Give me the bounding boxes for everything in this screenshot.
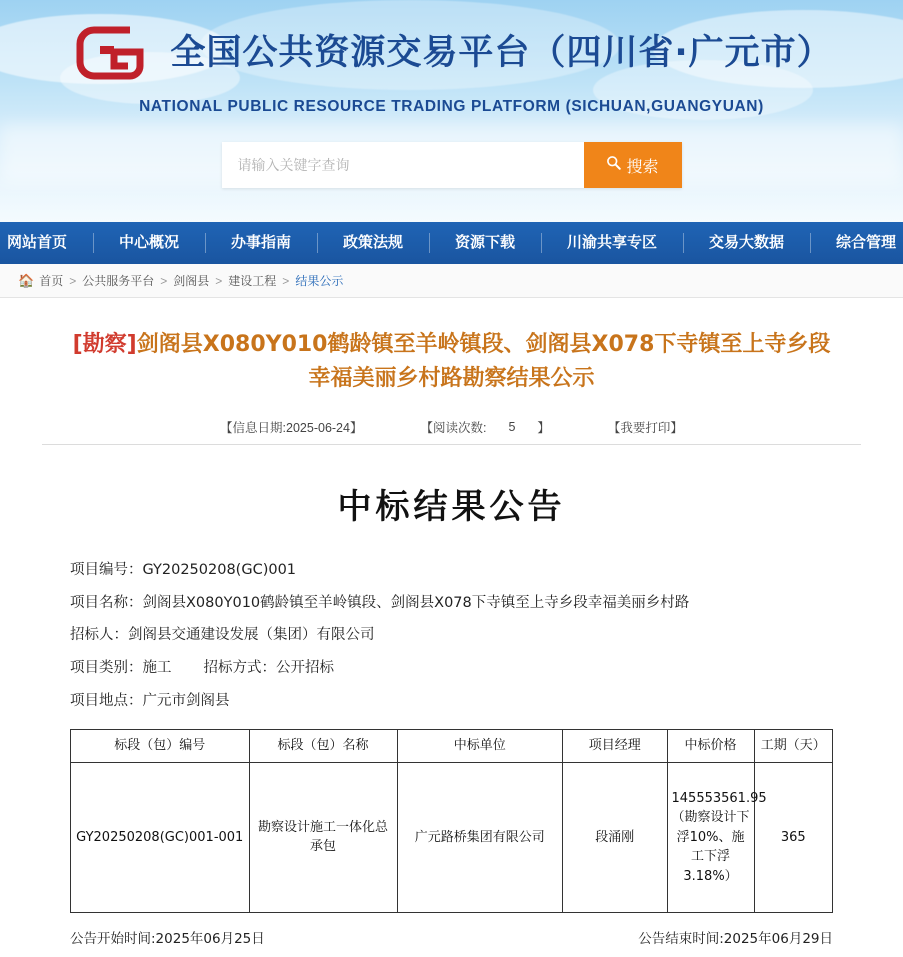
meta-date: 【信息日期:2025-06-24】 [220, 421, 363, 436]
site-subtitle: NATIONAL PUBLIC RESOURCE TRADING PLATFORM (SICHUAN,GUANGYUAN) [139, 98, 764, 115]
bid-result-table [70, 729, 833, 913]
field-value: 剑阁县X080Y010鹤龄镇至羊岭镇段、剑阁县X078下寺镇至上寺乡段幸福美丽乡村路 [142, 594, 690, 611]
field-value: GY20250208(GC)001 [142, 562, 297, 579]
cell-manager: 段涌刚 [563, 762, 668, 912]
breadcrumb-current[interactable]: 结果公示 [295, 274, 344, 288]
field-label: 项目编号： [70, 562, 143, 579]
field-value: 剑阁县交通建设发展（集团）有限公司 [128, 627, 375, 644]
search-button[interactable] [584, 142, 682, 188]
field-label-secondary: 招标方式： [203, 660, 276, 677]
nav-item-overview[interactable]: 中心概况 [93, 222, 205, 264]
field-project-code [70, 554, 833, 587]
field-label: 项目地点： [70, 692, 143, 709]
cell-duration: 365 [754, 762, 832, 912]
print-button[interactable]: 【我要打印】 [607, 421, 683, 436]
breadcrumb-item-platform[interactable]: 公共服务平台 [82, 274, 155, 288]
breadcrumb-separator: > [69, 273, 77, 288]
article-meta [42, 418, 861, 445]
meta-views-label: 【阅读次数: [420, 421, 487, 436]
project-fields [24, 554, 879, 717]
main-navigation [0, 222, 903, 264]
search-input[interactable] [222, 142, 584, 188]
field-location [70, 685, 833, 718]
nav-list [0, 222, 903, 264]
announcement-dates [70, 927, 833, 947]
nav-item-big-data[interactable]: 交易大数据 [683, 222, 810, 264]
meta-views-end: 】 [537, 421, 550, 436]
field-label: 项目类别： [70, 660, 143, 677]
page-title-text: 剑阁县X080Y010鹤龄镇至羊岭镇段、剑阁县X078下寺镇至上寺乡段幸福美丽乡村路勘察结果公示 [136, 332, 831, 392]
nav-item-home[interactable]: 网站首页 [6, 234, 67, 251]
search-icon [606, 155, 621, 175]
page-title [24, 298, 879, 396]
cell-lot-code: GY20250208(GC)001-001 [71, 762, 250, 912]
article-content [0, 298, 903, 957]
site-title: 全国公共资源交易平台（四川省·广元市） [170, 32, 833, 73]
meta-views [420, 418, 549, 436]
breadcrumb [0, 264, 903, 298]
field-category-and-method [70, 652, 833, 685]
nav-item-downloads[interactable]: 资源下载 [429, 222, 541, 264]
column-header-winner: 中标单位 [397, 730, 562, 763]
field-project-name [70, 587, 833, 620]
meta-views-value: 5 [508, 420, 516, 435]
field-value-secondary: 公开招标 [276, 660, 334, 677]
column-header-bid-price: 中标价格 [667, 730, 754, 763]
breadcrumb-separator: > [160, 273, 168, 288]
announcement-end-date: 公告结束时间:2025年06月29日 [638, 930, 833, 947]
notice-heading: 中标结果公告 [337, 487, 566, 528]
field-tenderer [70, 619, 833, 652]
table-header-row [71, 730, 833, 763]
g-monogram-logo-icon [70, 16, 154, 90]
field-label: 招标人： [70, 627, 128, 644]
nav-item-shared-zone[interactable]: 川渝共享专区 [541, 222, 683, 264]
page-title-tag: [勘察] [72, 332, 137, 357]
cell-lot-name: 勘察设计施工一体化总承包 [249, 762, 397, 912]
breadcrumb-item-home[interactable]: 首页 [39, 274, 64, 288]
field-value: 广元市剑阁县 [142, 692, 230, 709]
search-button-label: 搜索 [626, 158, 659, 176]
breadcrumb-item-construction[interactable]: 建设工程 [228, 274, 277, 288]
breadcrumb-separator: > [282, 273, 290, 288]
site-banner [0, 0, 903, 222]
cell-winner: 广元路桥集团有限公司 [397, 762, 562, 912]
search-bar [222, 142, 682, 188]
announcement-start-date: 公告开始时间:2025年06月25日 [70, 930, 265, 947]
nav-item-management[interactable]: 综合管理 [810, 222, 903, 264]
column-header-lot-code: 标段（包）编号 [71, 730, 250, 763]
nav-item-policy[interactable]: 政策法规 [317, 222, 429, 264]
breadcrumb-separator: > [215, 273, 223, 288]
column-header-duration: 工期（天） [754, 730, 832, 763]
nav-item-guide[interactable]: 办事指南 [205, 222, 317, 264]
field-label: 项目名称： [70, 594, 143, 611]
breadcrumb-item-county[interactable]: 剑阁县 [173, 274, 210, 288]
column-header-lot-name: 标段（包）名称 [249, 730, 397, 763]
column-header-manager: 项目经理 [563, 730, 668, 763]
field-value: 施工 [142, 660, 172, 677]
cell-bid-price: 145553561.95（勘察设计下浮10%、施工下浮3.18%） [667, 762, 754, 912]
table-row [71, 762, 833, 912]
home-icon: 🏠 [18, 273, 35, 288]
